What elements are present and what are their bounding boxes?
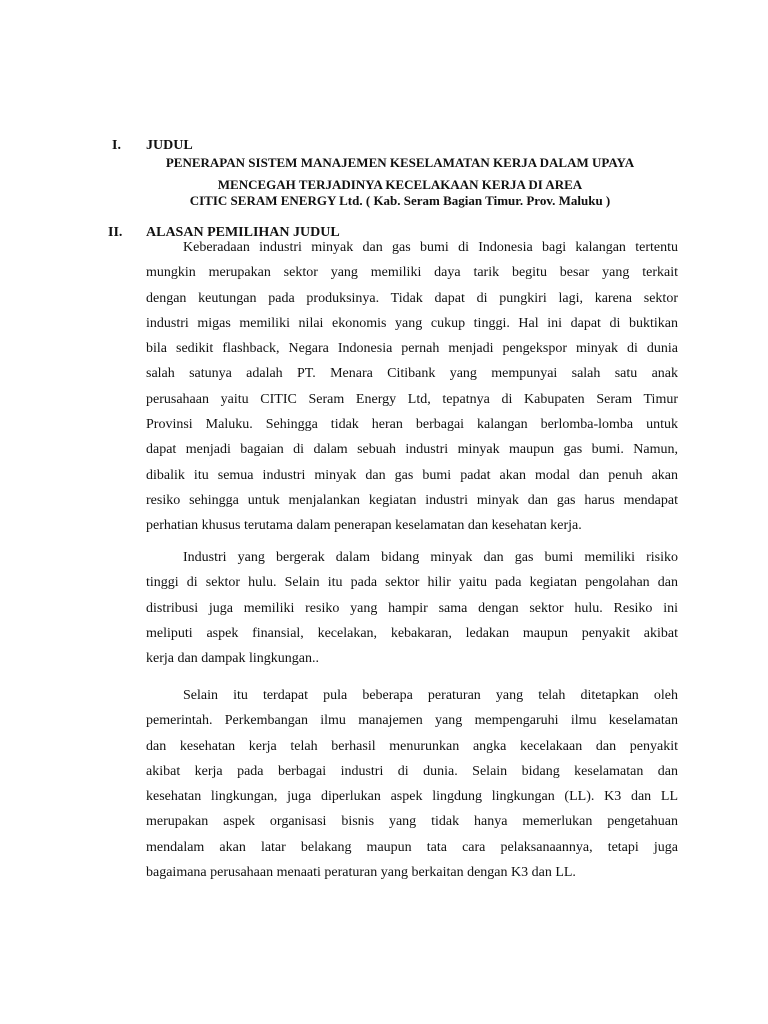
paragraph-2: [146, 545, 678, 671]
paragraph-line: dapat menjadi bagaian di dalam sebuah industri minyak maupun gas bumi. Namun,: [146, 442, 678, 458]
paragraph-line: perusahaan yaitu CITIC Seram Energy Ltd, tepatnya di Kabupaten Seram Timur: [146, 391, 678, 407]
paragraph-line: perhatian khusus terutama dalam penerapan keselamatan dan kesehatan kerja.: [146, 518, 582, 534]
paragraph-line: Industri yang bergerak dalam bidang minyak dan gas bumi memiliki risiko: [183, 550, 678, 565]
section-2-heading: ALASAN PEMILIHAN JUDUL: [146, 225, 340, 240]
paragraph-line: tinggi di sektor hulu. Selain itu pada sektor hilir yaitu pada kegiatan pengolahan dan: [146, 575, 678, 591]
title-line-1: PENERAPAN SISTEM MANAJEMEN KESELAMATAN KERJA DALAM UPAYA: [165, 155, 635, 170]
paragraph-3: [146, 683, 678, 885]
paragraph-line: merupakan aspek organisasi bisnis yang tidak hanya memerlukan pengetahuan: [146, 814, 678, 830]
paragraph-line: bila sedikit flashback, Negara Indonesia pernah menjadi pengekspor minyak di dunia: [146, 341, 678, 357]
paragraph-line: akibat kerja pada berbagai industri di dunia. Selain bidang keselamatan dan: [146, 763, 678, 779]
paragraph-line: meliputi aspek finansial, kecelakan, kebakaran, ledakan maupun penyakit akibat: [146, 625, 678, 641]
paragraph-line: distribusi juga memiliki resiko yang hampir sama dengan sektor hulu. Resiko ini: [146, 600, 678, 616]
paragraph-line: pemerintah. Perkembangan ilmu manajemen yang mempengaruhi ilmu keselamatan: [146, 713, 678, 729]
paragraph-line: salah satunya adalah PT. Menara Citibank yang mempunyai salah satu anak: [146, 366, 678, 382]
section-1-number: I.: [112, 138, 121, 153]
paragraph-line: Keberadaan industri minyak dan gas bumi di Indonesia bagi kalangan tertentu: [183, 240, 678, 255]
title-line-2: MENCEGAH TERJADINYA KECELAKAAN KERJA DI AREA: [217, 177, 583, 192]
paragraph-line: kesehatan lingkungan, juga diperlukan aspek lingdung lingkungan (LL). K3 dan LL: [146, 789, 678, 805]
paragraph-line: dibalik itu semua industri minyak dan gas bumi padat akan modal dan penuh akan: [146, 467, 678, 483]
paragraph-line: dengan keutungan pada produksinya. Tidak dapat di pungkiri lagi, karena sektor: [146, 290, 678, 306]
paragraph-line: Provinsi Maluku. Sehingga tidak heran berbagai kalangan berlomba-lomba untuk: [146, 417, 678, 433]
paragraph-line: kerja dan dampak lingkungan..: [146, 651, 320, 667]
section-1-heading: JUDUL: [146, 138, 193, 153]
paragraph-line: resiko sehingga untuk menjalankan kegiatan industri minyak dan gas harus mendapat: [146, 492, 678, 508]
paragraph-1: [146, 235, 678, 539]
paragraph-line: industri migas memiliki nilai ekonomis yang cukup tinggi. Hal ini dapat di buktikan: [146, 315, 678, 331]
section-2-number: II.: [108, 225, 123, 240]
paragraph-line: mungkin merupakan sektor yang memiliki daya tarik begitu besar yang terkait: [146, 265, 678, 281]
paragraph-line: dan kesehatan kerja telah berhasil menurunkan angka kecelakaan dan penyakit: [146, 738, 678, 754]
paragraph-line: bagaimana perusahaan menaati peraturan yang berkaitan dengan K3 dan LL.: [146, 865, 576, 881]
title-line-3: CITIC SERAM ENERGY Ltd. ( Kab. Seram Bagian Timur. Prov. Maluku ): [189, 193, 611, 208]
paragraph-line: mendalam akan latar belakang maupun tata cara pelaksanaannya, tetapi juga: [146, 839, 678, 855]
paragraph-line: Selain itu terdapat pula beberapa peraturan yang telah ditetapkan oleh: [183, 688, 678, 703]
